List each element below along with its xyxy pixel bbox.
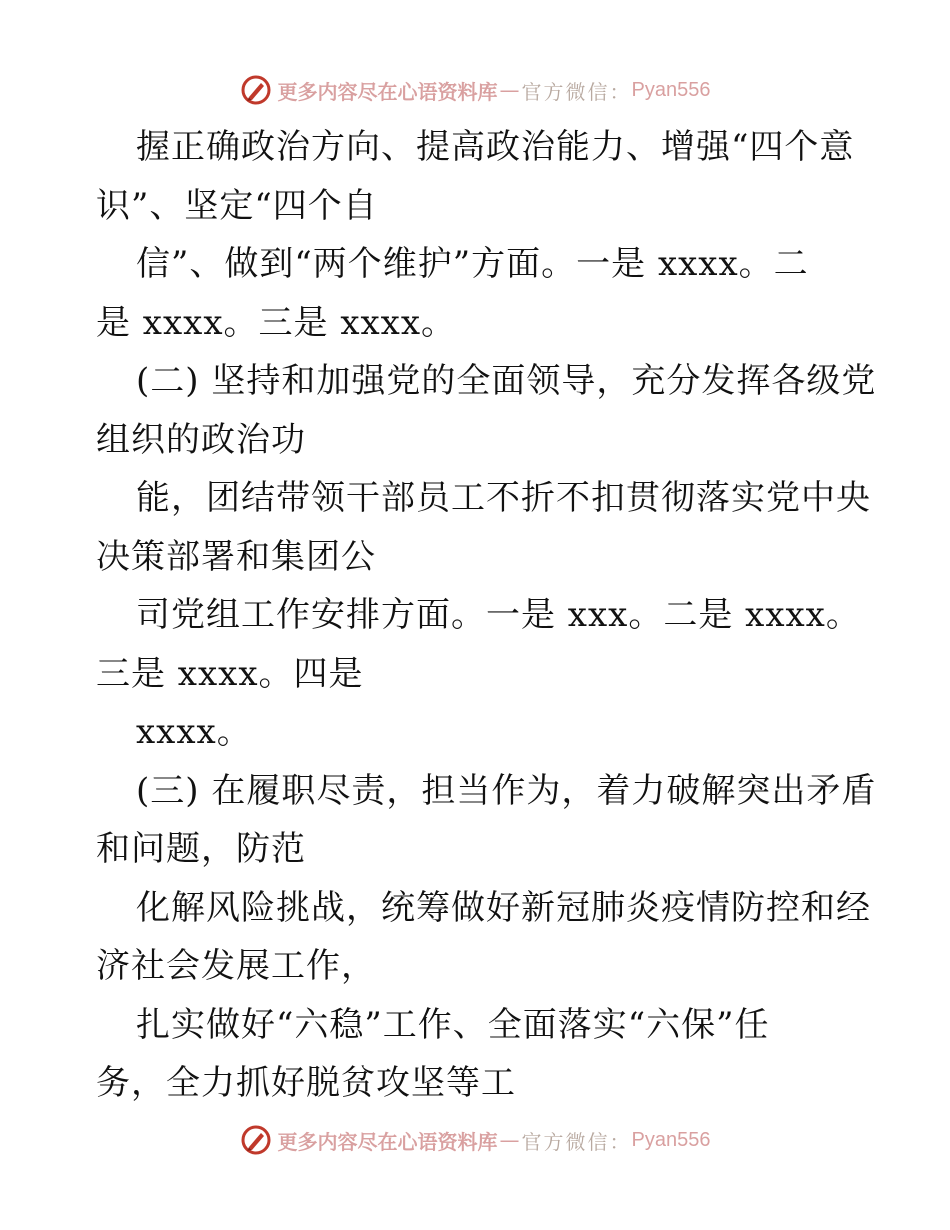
footer-wechat-id: Pyan556 [631, 1128, 711, 1151]
footer-site-text: 更多内容尽在心语资料库 [277, 1129, 498, 1154]
header-wechat-id: Pyan556 [631, 78, 711, 101]
body-line: 是 xxxx。三是 xxxx。 [96, 302, 457, 343]
body-line: 济社会发展工作， [96, 946, 376, 986]
pen-circle-logo-icon [240, 1124, 272, 1156]
body-line: 信”、做到“两个维护”方面。一是 xxxx。二 [136, 244, 809, 284]
header-official-label: 官方微信： [521, 79, 632, 104]
document-body [96, 118, 877, 1113]
body-line: 司党组工作安排方面。一是 xxx。二是 xxxx。 [136, 595, 861, 635]
body-line: 识”、坚定“四个自 [96, 185, 378, 226]
footer-official-label: 官方微信： [521, 1129, 632, 1154]
header-banner-text [278, 76, 711, 105]
header-site-text: 更多内容尽在心语资料库 [277, 79, 498, 104]
body-line: xxxx。 [136, 712, 252, 752]
body-line: 组织的政治功 [96, 419, 306, 460]
body-line: 能，团结带领干部员工不折不扣贯彻落实党中央 [136, 478, 871, 518]
header-banner [0, 70, 950, 110]
pen-circle-logo-icon [240, 74, 272, 106]
body-line: 三是 xxxx。四是 [96, 653, 364, 694]
body-line: 和问题，防范 [96, 829, 306, 869]
body-line: (三) 在履职尽责，担当作为，着力破解突出矛盾 [136, 770, 877, 811]
body-line: 务，全力抓好脱贫攻坚等工 [96, 1063, 516, 1103]
body-line: 化解风险挑战，统筹做好新冠肺炎疫情防控和经 [136, 887, 871, 928]
body-line: 决策部署和集团公 [96, 536, 376, 577]
footer-dash: — [499, 1128, 520, 1152]
body-line: 握正确政治方向、提高政治能力、增强“四个意 [136, 127, 855, 167]
footer-banner [0, 1120, 950, 1160]
body-line: 扎实做好“六稳”工作、全面落实“六保”任 [136, 1004, 770, 1045]
footer-banner-text [278, 1126, 711, 1155]
header-dash: — [499, 78, 520, 102]
body-line: (二) 坚持和加强党的全面领导，充分发挥各级党 [136, 361, 877, 401]
